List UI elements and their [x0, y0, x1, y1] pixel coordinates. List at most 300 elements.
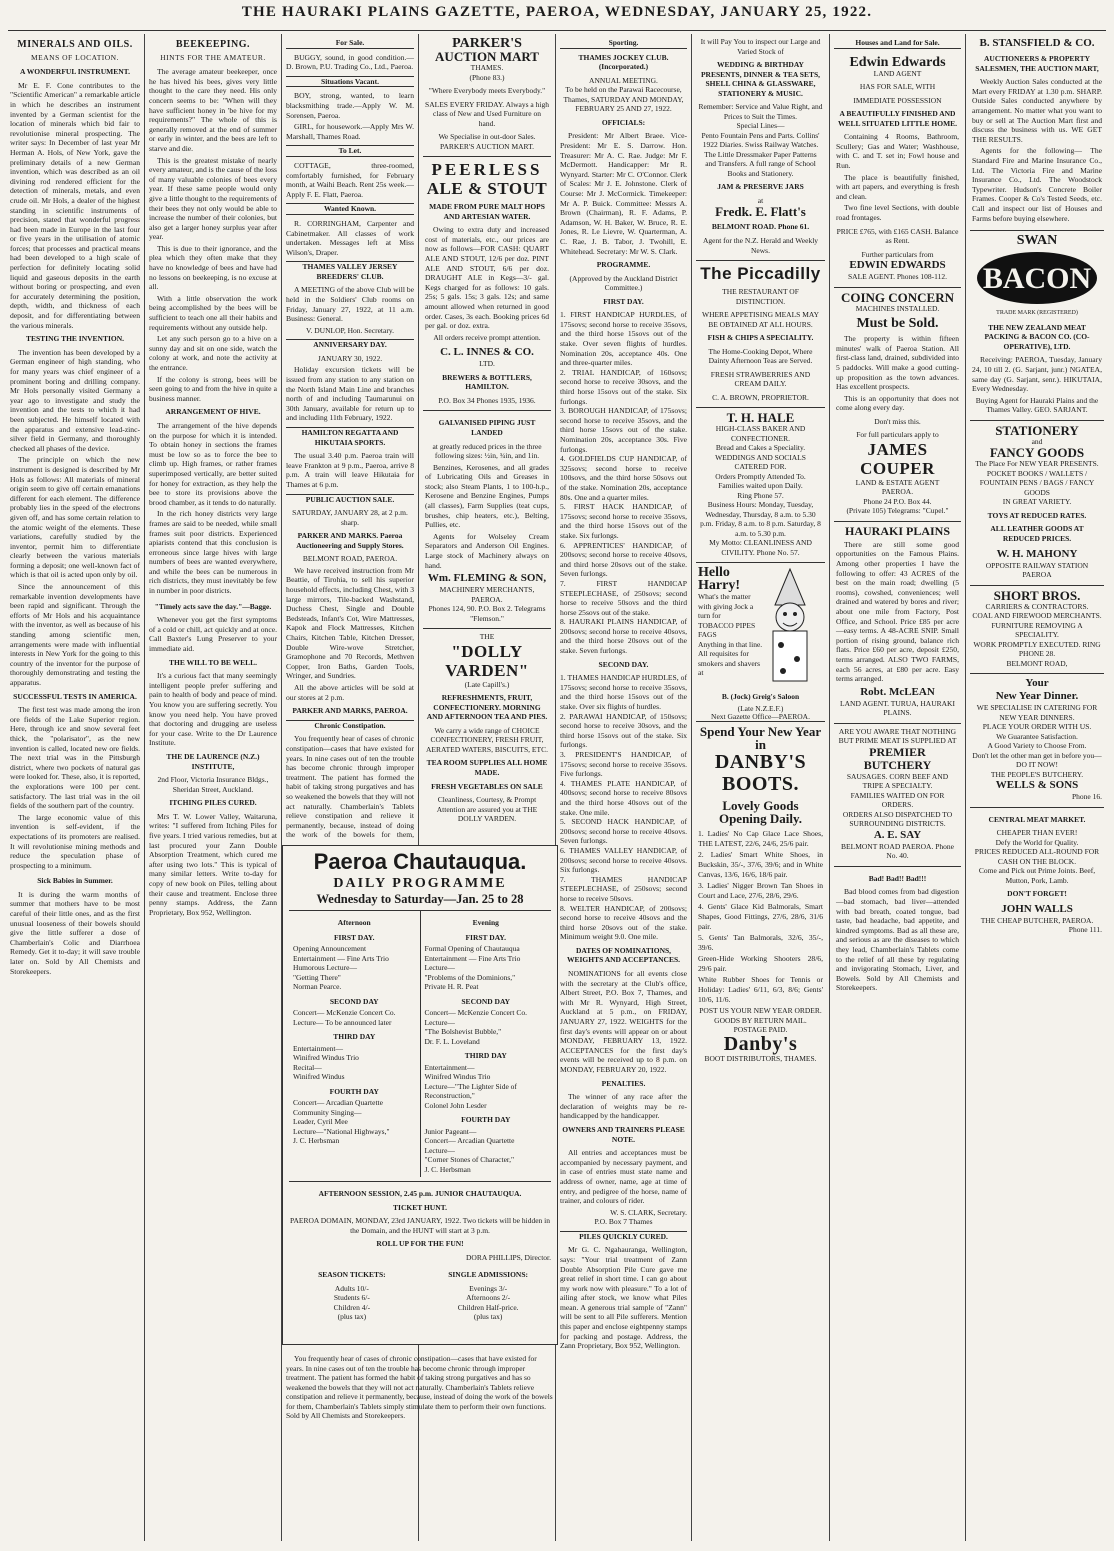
- ad-title: Spend Your New Year in: [699, 724, 822, 753]
- notice-date: SATURDAY, JANUARY 28, at 2 p.m. sharp.: [292, 508, 408, 527]
- ad-text: BOOT DISTRIBUTORS, THAMES.: [704, 1053, 817, 1063]
- ad-title: Your: [1025, 677, 1049, 690]
- ad-text: at greatly reduced prices in the three following sizes: ½in, ¾in, and 1in.: [432, 441, 542, 461]
- programme-day: SECOND DAY: [461, 996, 511, 1006]
- ad-title: Robt. McLEAN: [860, 685, 935, 698]
- programme-line: Winifred Windus: [293, 1072, 345, 1081]
- ad-text: WE SPECIALISE IN CATERING FOR NEW YEAR DINNERS.: [976, 703, 1098, 722]
- ad-text: and: [1031, 436, 1043, 446]
- classified-ad: BOY, strong, wanted, to learn blacksmithing trade.—Apply W. M. Sorensen, Paeroa.: [286, 91, 414, 120]
- ad-title: GALVANISED PIPING JUST LANDED: [438, 418, 536, 437]
- programme-line: "Problems of the Dominions,": [424, 972, 516, 982]
- ad-title: FANCY GOODS: [989, 445, 1085, 461]
- ad-text: Orders Promptly Attended To.: [715, 471, 806, 481]
- ad-dolly-varden: [423, 629, 551, 827]
- programme-line: Lecture—: [424, 1145, 455, 1155]
- ad-text: The Home-Cooking Depot, Where Dainty Afternoon Teas are Served.: [708, 346, 813, 366]
- ad-text: FAMILIES WAITED ON FOR ORDERS.: [850, 790, 945, 810]
- paragraph: The arrangement of the hive depends on the purpose for which it is intended. To obtain honey in sections the frames must be low so as to force the bee to climb up. High frames, or rather frames superimposed vertically, are better suited for honey for extraction, as they help the bee to store its provisions above the brood chamber, as it tends to do naturally.: [149, 420, 277, 507]
- programme-sub: (Approved by the Auckland District Committee.): [569, 273, 678, 293]
- programme-line: Dr. F. L. Loveland: [424, 1036, 480, 1046]
- ad-title: JOHN WALLS: [1001, 902, 1073, 915]
- ad-text: Don't miss this.: [874, 416, 921, 426]
- article-title: BEEKEEPING.: [175, 39, 251, 50]
- ad-title: PREMIER BUTCHERY: [863, 744, 932, 772]
- programme-line: Recital—: [293, 1062, 322, 1072]
- article-section: TESTING THE INVENTION.: [25, 334, 125, 344]
- price-line: (plus tax): [337, 1312, 367, 1321]
- ad-text: Two fine level Sections, with double road frontages.: [836, 203, 959, 223]
- ad-text: WEDDING & BIRTHDAY PRESENTS, DINNER & TEA SETS, SHELL CHINA & GLASSWARE, STATIONERY & MUSIC.: [700, 60, 821, 98]
- ad-text: JAM & PRESERVE JARS: [717, 182, 804, 192]
- ad-chautauqua: [282, 845, 558, 1345]
- column-shops: [692, 34, 829, 1541]
- ad-text: It will Pay You to inspect our Large and Varied Stock of: [700, 37, 821, 56]
- ad-text: (Late N.Z.E.F.): [737, 703, 784, 713]
- ad-swan-bacon: [970, 231, 1104, 421]
- ad-text: BELMONT ROAD. Phone 61.: [711, 222, 810, 232]
- ad-text: TOYS AT REDUCED RATES.: [987, 510, 1087, 520]
- article-section: "Timely acts save the day."—Bagge.: [154, 601, 272, 611]
- ad-text: LAND AGENT: [873, 68, 922, 78]
- ad-peerless: [423, 157, 551, 411]
- masthead: THE HAURAKI PLAINS GAZETTE, PAEROA, WEDNESDAY, JANUARY 25, 1922.: [8, 4, 1106, 31]
- ad-text: THAMES.: [470, 63, 504, 72]
- ad-text: THE CHEAP BUTCHER, PAEROA.: [980, 915, 1094, 925]
- ad-text: POCKET BOOKS / WALLETS / FOUNTAIN PENS / BAGS / FANCY GOODS: [979, 468, 1095, 497]
- ad-text: LAND & ESTATE AGENT: [855, 477, 940, 487]
- programme-line: "Corner Stones of Character,": [424, 1155, 515, 1164]
- ad-title: JAMES: [867, 439, 928, 459]
- ad-text: DON'T FORGET!: [1007, 889, 1067, 899]
- ad-title: Must be Sold.: [856, 316, 939, 332]
- roll-up: ROLL UP FOR THE FUN!: [376, 1239, 464, 1248]
- ad-text: TEA ROOM SUPPLIES ALL HOME MADE.: [426, 758, 548, 777]
- ticket-hunt-text: PAEROA DOMAIN, MONDAY, 23rd JANUARY, 1922. Two tickets will be hidden in the Domain, and the HUNT will start at 3 p.m.: [290, 1216, 550, 1235]
- ad-text: The Place For NEW YEAR PRESENTS.: [975, 459, 1099, 469]
- ad-dates: Wednesday to Saturday—Jan. 25 to 28: [316, 892, 524, 906]
- ad-title: A. E. SAY: [873, 828, 922, 841]
- ad-text: The property is within fifteen minutes' walk of Paeroa Station. All first-class land, drained, subdivided into 5 paddocks. Will make a good cutting-up proposition as the town advances. Has excellent prospects.: [836, 334, 959, 392]
- bacon-logo-text: BACON: [982, 262, 1092, 296]
- auctioneer: PARKER AND MARKS. Paeroa Auctioneering and Supply Stores.: [296, 531, 404, 550]
- notice: Holiday excursion tickets will be issued from any station to any station on the North Island Main Line and branches north of and including Taumarunui on 30th January, available for return up to and including 11th February, 1922.: [286, 365, 414, 423]
- ad-mclean: [834, 522, 961, 724]
- paragraph: It's a curious fact that many seemingly intelligent people prefer suffering and pain to health of body and peace of mind. You know you are suffering secretly. You know you need help. You have proved that doctoring and drugging are useless for your case. Write to the Dr Laurence Institute.: [149, 671, 277, 748]
- ad-subtitle: AUCTION MART: [435, 49, 539, 64]
- paragraph: The first test was made among the iron ore fields of the Lake Superior region. Here, through ice and snow several feet thick, the "polarisator", as the new invention is called, located new ore fields. The next trial was in the Pittsburgh district, where two pockets of natural gas were looked for. These, also, it is reported, the explorations were 100 per cent. satisfactory. The last trial was in the oil fields of the southern part of the country.: [10, 705, 140, 811]
- article-subtitle: HINTS FOR THE AMATEUR.: [160, 52, 266, 62]
- paragraph: Mr E. F. Cone contributes to the "Scientific American" a remarkable article in which he describes an instrument invented by a German scientist for the location of minerals which bid fair to revolutionise mineral prospecting. The writer says: In December of last year Mr Herman A. Hols, of New York, gave the preliminary details of a new German invention, which was described as an oil divining rod rendered efficient for the detection of minerals, metals, and even crude oil. Mr Hols, a dealer of the highest standing in scientific instruments of precision, stated that wonderful progress had been made in Europe in the last four or five years in the utilisation of atomic forces; that processes and practical means had been developed to a high scale of perfection for definitely locating solid liquid and gaseous deposits in the earth without boring or prospecting, and even for accurately determining the position, depth, width, and thickness of each deposit, and for differentiating between the various minerals.: [10, 80, 140, 330]
- paragraph: You frequently hear of cases of chronic constipation—cases that have existed for years. In nine cases out of ten the trouble has become chronic through improper treatment. The patient has formed the habit of taking strong purgatives and has so weakened the bowels that they will not act naturally. Chamberlain's Tablets relieve constipation and relieve it permanently, because, instead of doing the work of the bowels for them, Chamberlain's Tablets simply stimulate them to perform their own functions. Sold by All Chemists and Storekeepers.: [286, 1354, 553, 1420]
- ad-text: Phone 24 P.O. Box 44.: [863, 496, 932, 506]
- ad-text: SAUSAGES. CORN BEEF AND TRIPE A SPECIALTY.: [846, 771, 949, 791]
- ad-text: CHEAPER THAN EVER!: [996, 828, 1078, 838]
- ad-text: Owing to extra duty and increased cost of materials, etc., our prices are now as follows—FOR CASH: QUART ALE AND STOUT, 12/6 per doz. PINT ALE AND STOUT, 6/6 per doz. DRAUGHT ALE in Kegs—3/- gal. Kegs charged for as follows: 10 gals. 25s; 5 gals. 15s; 3 gals. 12s; and same amount allowed when returned in good order. Cases, 3s each. Booking prices 6d per gal. or doz. extra.: [425, 225, 549, 331]
- ad-piccadilly: [696, 261, 825, 408]
- programme-line: Lecture—: [424, 963, 455, 972]
- ad-text: (Phone 83.): [469, 72, 505, 82]
- ad-tablets: [834, 867, 961, 998]
- ad-text: A Good Variety to Choose From.: [987, 741, 1087, 751]
- ad-text: LAND AGENT. TURUA, HAURAKI PLAINS.: [840, 698, 955, 718]
- section-head: Wanted Known.: [286, 203, 414, 215]
- ad-title: COING CONCERN: [840, 289, 955, 305]
- ad-title: New Year Dinner.: [995, 690, 1079, 703]
- ad-text: Phone 111.: [1068, 925, 1102, 935]
- ad-title: STATIONERY: [995, 422, 1079, 438]
- programme-day: FOURTH DAY: [461, 1115, 511, 1124]
- paragraph: The winner of any race after the declaration of weights may be re-handicapped by the handicapper.: [560, 1092, 687, 1121]
- ad-text: LTD.: [479, 359, 495, 369]
- price-line: Students 6/-: [333, 1293, 370, 1302]
- programme-line: Entertainment — Fine Arts Trio: [424, 953, 521, 963]
- section-head: PILES QUICKLY CURED.: [560, 1231, 687, 1242]
- ad-text: at: [757, 195, 764, 205]
- ad-text: Agents for Wolseley Cream Separators and Anderson Oil Engines. Large stock of Machinery always on hand.: [425, 531, 549, 570]
- notice: A MEETING of the above Club will be held in the Soldiers' Club rooms on Friday, January 27, 1922, at 11 a.m. Business: General.: [286, 285, 415, 324]
- paragraph: It is during the warm months of summer that mothers have to be most careful of their little ones, and as the first unusual looseness of their bowels should give the little sufferer a dose of Chamberlain's Colic and Diarrhoea Remedy. Get it to-day; it will save trouble later on. Sold by All Chemists and Storekeepers.: [10, 889, 140, 976]
- paragraph: Mrs T. W. Lower Valley, Waitaruna, writes: "I suffered from Itching Piles for five years. I tried various remedies, but at last procured your Zann Double Absorption Treatment, which cured me after using two lots." This is typical of many similar letters. Write to-day for copy of new book on Piles, telling about their cause and treatment. Enclose three penny stamps. Address, the Zann Proprietary, Box 952, Wellington.: [149, 811, 277, 917]
- paragraph: The average amateur beekeeper, once he has hived his bees, gives very little thought to the care they need. His only concern seems to be: "When will they have sufficient honey in 'be hive for my requirements?" The whole of this is generally removed at the end of summer or early in winter, and the bees are left to starve and die.: [149, 67, 277, 153]
- ad-edwards: [834, 53, 961, 288]
- ad-text: WHERE APPETISING MEALS MAY BE OBTAINED AT ALL HOURS.: [701, 310, 820, 329]
- ad-text: (Late Capill's.): [464, 679, 510, 689]
- address: BELMONT ROAD, PAEROA.: [302, 554, 398, 564]
- ad-title: COUPER: [860, 458, 935, 478]
- column-beekeeping: [145, 34, 281, 1541]
- ad-text: Come and Pick out Prime Joints. Beef, Mutton, Pork, Lamb.: [978, 866, 1096, 885]
- meeting: ANNUAL MEETING.: [589, 75, 658, 85]
- ad-text: This is an opportunity that does not come along every day.: [836, 393, 959, 413]
- ad-stansfield: [970, 34, 1104, 231]
- ad-short-bros: [970, 586, 1104, 675]
- ad-text: CENTRAL MEAT MARKET.: [988, 814, 1086, 824]
- paragraph: If the colony is strong, bees will be seen going to and from the hive in quite a business manner.: [149, 374, 277, 403]
- column-classifieds: [282, 34, 418, 841]
- section-head: HAMILTON REGATTA AND HIKUTAIA SPORTS.: [286, 427, 414, 447]
- ad-wells: [970, 674, 1104, 808]
- ad-text: FISH & CHIPS A SPECIALITY.: [707, 333, 814, 343]
- ad-text: My Motto: CLEANLINESS AND CIVILITY. Phone No. 57.: [709, 538, 812, 557]
- ad-mahony: [970, 421, 1104, 586]
- season-head: SEASON TICKETS:: [318, 1270, 386, 1279]
- ad-title: SWAN: [1016, 233, 1058, 249]
- price-line: (plus tax): [473, 1312, 503, 1321]
- notice-date: JANUARY 30, 1922.: [317, 353, 383, 363]
- paragraph: All entries and acceptances must be accompanied by necessary payment, and in case of entries must state name and address of owner, name, age at time of entry, and pedigree of the horse, name of trainer, and colours of rider.: [560, 1148, 687, 1206]
- ad-text: Cleanliness, Courtesy, & Prompt Attention are assured you at THE DOLLY VARDEN.: [436, 795, 538, 824]
- programme-line: Private H. R. Peat: [424, 982, 479, 991]
- below-chautauqua: [282, 1350, 558, 1540]
- article-subtitle: MEANS OF LOCATION.: [31, 52, 119, 62]
- ad-text: Phone 16.: [1072, 792, 1102, 802]
- section-head: Houses and Land for Sale.: [834, 38, 961, 49]
- list-item: White Rubber Shoes for Tennis or Holiday: Ladies' 6/11, 6/3, 8/6; Gents' 10/6, 11/6.: [698, 975, 823, 1004]
- ad-subtitle: Lovely Goods Opening Daily.: [718, 798, 803, 827]
- programme-line: Formal Opening of Chautauqua: [424, 944, 520, 953]
- single-head: SINGLE ADMISSIONS:: [448, 1270, 529, 1279]
- ad-text: All orders receive prompt attention.: [433, 332, 541, 342]
- ad-text: THE: [479, 632, 495, 642]
- programme-day: FIRST DAY.: [465, 932, 507, 942]
- list-item: 3. Ladies' Nigger Brown Tan Shoes in Court and Lace, 27/6, 28/6, 29/6.: [698, 881, 823, 900]
- paragraph: In the rich honey districts very large frames are said to be needed, while small frames suit poor districts. Experienced apiarists contend that this conclusion is erroneous since large hives with large numbers of bees are wanted everywhere, and while the bees can be numerous in rich districts, they must inevitably be few in number in poor districts.: [149, 509, 277, 596]
- notice: We have received instruction from Mr Beattie, of Tirohia, to sell his superior household effects, including Chest, with 3 large mirrors, Tile-backed Washstand, Duchess Chest, Single and Double Bedsteads, Infant's Cot, Wire Mattresses, Kapok and Flock Mattresses, Kitchen Chairs, Kitchen Table, Kitchen Dresser, Double Wire-wove Stretcher, Gramophone and 70 Records, Methven Copper, Iron Baths, Garden Tools, Wringer, and Sundries.: [286, 565, 414, 681]
- programme-line: Community Singing—: [293, 1107, 362, 1117]
- ad-text: THE PEOPLE'S BUTCHERY.: [990, 769, 1084, 779]
- ad-premier: [834, 724, 961, 867]
- ad-text: OPPOSITE RAILWAY STATION PAEROA: [985, 560, 1089, 580]
- list-item: Green-Hide Working Shooters 28/6, 29/6 pair.: [698, 954, 823, 973]
- section-head: ANNIVERSARY DAY.: [286, 339, 414, 350]
- ad-parkers: [423, 34, 551, 157]
- list-item: 5. Gents' Tan Balmorals, 32/6, 35/-, 39/6.: [698, 933, 823, 952]
- section-head: PUBLIC AUCTION SALE.: [286, 494, 414, 505]
- officials-head: OFFICIALS:: [601, 117, 646, 127]
- ad-text: IN GREAT VARIETY.: [1002, 497, 1072, 507]
- programme-day: FOURTH DAY: [329, 1086, 379, 1096]
- ad-title: C. L. INNES & CO.: [440, 346, 534, 359]
- column-ads: [419, 34, 555, 841]
- ad-text: BELMONT ROAD PAEROA. Phone No. 40.: [841, 841, 954, 861]
- ad-title: Wm. FLEMING & SON,: [427, 572, 547, 585]
- ad-text: IMMEDIATE POSSESSION: [853, 95, 942, 105]
- afternoon-column: [289, 911, 421, 1177]
- ad-text: PLACE YOUR ORDER WITH US.: [982, 722, 1092, 732]
- clown-illustration-icon: [759, 567, 821, 685]
- ad-title: Paeroa Chautauqua.: [313, 849, 527, 874]
- ad-text: CARRIERS & CONTRACTORS.: [985, 601, 1089, 611]
- article-section: THE WILL TO BE WELL.: [168, 657, 258, 667]
- ad-text: PRICE £765, with £165 CASH. Balance as Rent.: [836, 226, 959, 246]
- classified-ad: BUGGY, sound, in good condition.—D. Brown, P.U. Trading Co., Ltd., Paeroa.: [286, 52, 414, 72]
- dates-head: DATES OF NOMINATIONS, WEIGHTS AND ACCEPTANCES.: [566, 945, 680, 965]
- article-title: MINERALS AND OILS.: [17, 39, 133, 50]
- ad-text: SALES EVERY FRIDAY. Always a high class of New and Used Furniture on hand.: [425, 99, 549, 128]
- notice: All the above articles will be sold at our stores at 2 p.m.: [286, 682, 414, 702]
- ad-danby: [696, 722, 825, 1066]
- programme-line: Concert— Arcadian Quartette: [293, 1098, 383, 1107]
- ad-text: A BEAUTIFULLY FINISHED AND WELL SITUATED LITTLE HOME.: [837, 109, 958, 128]
- price-line: Evenings 3/-: [469, 1283, 508, 1293]
- programme-day: THIRD DAY: [464, 1051, 507, 1060]
- signature: W. S. CLARK, Secretary.: [610, 1207, 687, 1217]
- notice: The usual 3.40 p.m. Paeroa train will leave Frankton at 9 p.m., Paeroa, arrive 8 p.m. A train will leave Hikutaia for Thames at 6 p.m.: [286, 451, 414, 489]
- section-head: Chronic Constipation.: [286, 720, 414, 731]
- ad-text: TOBACCO PIPES FAGS: [698, 620, 756, 640]
- programme-line: Lecture— To be announced later: [293, 1017, 392, 1027]
- ad-text: FURNITURE REMOVING A SPECIALITY.: [991, 620, 1083, 640]
- ad-greig: [696, 563, 825, 722]
- ad-title: The Piccadilly: [700, 264, 821, 284]
- session: AFTERNOON SESSION, 2.45 p.m. JUNIOR CHAUTAUQUA.: [318, 1189, 522, 1198]
- list-item: 4. Gents' Glace Kid Balmorals, Smart Shapes, Good Fittings, 27/6, 28/6, 31/6 pair.: [698, 902, 823, 931]
- article-section: THE DE LAURENCE (N.Z.) INSTITUTE,: [166, 751, 260, 771]
- race-list: 1. FIRST HANDICAP HURDLES, of 175sovs; second horse to receive 35sovs, and the third horse 15sovs out of the stake. Over seven flights of hurdles. Nomination 20s, acceptance 40s. One and three-quarter miles. 2. TRIAL HANDICAP, of 160sovs; second horse to receive 30sovs, and the third horse 15sovs out of the stake. Six furlongs. 3. BOROUGH HANDICAP, of 175sovs; second horse to receive 35sovs, and the third horse 15sovs out of the stake. Nomination 20s, acceptance 30s. Five furlongs. 4. GOLDFIELDS CUP HANDICAP, of 325sovs; second horse to receive 100sovs, and the third horse 50sovs out of the stake. Nomination 20s, acceptance 80s. One and a quarter miles. 5. FIRST HACK HANDICAP, of 175sovs; second horse to receive 35sovs, and the third horse 15sovs out of the stake. Six furlongs. 6. APPRENTICES' HANDICAP, of 200sovs; second horse to receive 40sovs, and third horse 20sovs out of the stake. Seven furlongs. 7. FIRST HANDICAP STEEPLECHASE, of 250sovs; second horse to receive 50sovs and the third horse 25sovs out of the stake. 8. HAURAKI PLAINS HANDICAP, of 200sovs; second horse to receive 40sovs, and the third horse 20sovs out of the stake. Seven furlongs.: [560, 310, 687, 656]
- director: DORA PHILLIPS, Director.: [466, 1252, 551, 1262]
- ad-text: We Guarantee Satisfaction.: [996, 731, 1078, 741]
- ad-text: Families waited upon Daily.: [718, 481, 803, 491]
- programme-day: THIRD DAY: [333, 1032, 376, 1041]
- ad-text: We carry a wide range of CHOICE CONFECTIONERY, FRESH FRUIT, AERATED WATERS, BISCUITS, ETC.: [426, 725, 548, 754]
- paragraph: NOMINATIONS for all events close with the secretary at the Club's office, Albert Street, P.O. Box 7, Thames, and with Mr R. Wynyard, High Street, Auckland at 5 p.m., on FRIDAY, JANUARY 27, 1922. WEIGHTS for the first day's events will appear on or about MONDAY, FEBRUARY 13, 1922. ACCEPTANCES for the first day's events will be received up to 8 p.m. on MONDAY, FEBRUARY 20, 1922.: [560, 969, 687, 1074]
- price-line: Afternoons 2/-: [466, 1293, 511, 1302]
- ticket-hunt: TICKET HUNT.: [393, 1202, 447, 1212]
- ad-text: Phones 124, 90. P.O. Box 2. Telegrams "Flemson.": [428, 604, 546, 623]
- ad-title: Danby's: [723, 1032, 798, 1055]
- paragraph: You frequently hear of cases of chronic constipation—cases that have existed for years. In nine cases out of ten the trouble has become chronic through improper treatment. The patient has formed the habit of taking strong purgatives and has so weakened the bowels that they will not act naturally. Chamberlain's Tablets relieve constipation and relieve it permanently, because, instead of doing the work of the bowels for them,: [286, 734, 414, 840]
- ad-text: Anything in that line. All requisites for smokers and shavers at: [698, 639, 763, 678]
- ad-text: WORK PROMPTLY EXECUTED. RING PHONE 28.: [973, 639, 1101, 659]
- ad-text: GOODS BY RETURN MAIL. POSTAGE PAID.: [714, 1015, 807, 1035]
- programme-line: J. C. Herbsman: [293, 1136, 340, 1145]
- paragraph: The principle on which the new instrument is designed is described by Mr Hols as follows: All materials of mineral origin seem to give off certain emanations different for each element. The difference probably lies in the speed of the electrons given off, and has some certain relation to the atomic weight of the elements. These variations, carefully studied by the inventor, permit him to differentiate clearly between the various materials forming a deposit; one well-known fact of which is that oil is acted upon only by oil.: [10, 455, 140, 580]
- ad-title: DANBY'S BOOTS.: [714, 751, 807, 796]
- ad-text: Ring Phone 57.: [737, 490, 784, 500]
- ad-text: PAEROA.: [881, 487, 914, 497]
- ad-text: FRESH VEGETABLES ON SALE: [431, 781, 543, 791]
- programme-line: Entertainment—: [424, 1062, 475, 1072]
- ad-text: HAS FOR SALE, WITH: [859, 82, 936, 92]
- ad-title: PEERLESS: [431, 160, 543, 179]
- ad-text: BREWERS & BOTTLERS, HAMILTON.: [442, 372, 532, 392]
- bacon-logo-icon: [974, 250, 1100, 306]
- ad-title: Fredk. E. Flatt's: [715, 204, 806, 220]
- programme-line: Concert— McKenzie Concert Co.: [293, 1008, 396, 1017]
- ad-title: Hello Harry!: [698, 565, 740, 594]
- ad-text: MACHINES INSTALLED.: [855, 303, 940, 313]
- paragraph: This is the greatest mistake of nearly every amateur, and is the cause of the loss of many valuable colonies of bees every year. If these same people would only give a little thought to the requirements of their bees they not only would be able to increase the number of their colonies, but also get a larger honey surplus year after year.: [149, 155, 278, 242]
- section-head: To Let.: [286, 145, 414, 157]
- ad-walls: [970, 808, 1104, 938]
- ad-text: AUCTIONEERS & PROPERTY SALESMEN, THE AUCTION MART,: [975, 54, 1099, 73]
- ad-text: Don't let the other man get in before you—DO IT NOW!: [972, 750, 1102, 770]
- ad-flatt: [696, 34, 825, 261]
- article-section: ARRANGEMENT OF HIVE.: [165, 407, 261, 417]
- programme-line: Colonel John Lesder: [424, 1100, 487, 1110]
- ad-title: HAURAKI PLAINS: [844, 523, 950, 538]
- ad-text: Weekly Auction Sales conducted at the Mart every FRIDAY at 1.30 p.m. SHARP. Outside Sales conducted anywhere by arrangement. No matter what you want to buy or sell at The Auction Mart first and discuss the business with us. WE GET THE RESULTS.: [972, 77, 1102, 144]
- ad-hale: [696, 408, 825, 563]
- price-line: Children 4/-: [333, 1302, 371, 1312]
- ad-text: Bread and Cakes a Speciality.: [715, 443, 806, 453]
- programme-line: J. C. Herbsman: [424, 1164, 471, 1174]
- ad-text: MACHINERY MERCHANTS, PAEROA.: [439, 585, 535, 604]
- programme-line: Humorous Lecture—: [293, 963, 357, 972]
- signature: V. DUNLOP, Hon. Secretary.: [306, 325, 394, 335]
- programme-day: FIRST DAY.: [333, 932, 375, 942]
- price-line: Adults 10/-: [334, 1283, 369, 1293]
- classified-ad: R. CORRINGHAM, Carpenter and Cabinetmaker. All classes of work undertaken. Messages left at Miss Wilson's, Draper.: [286, 218, 414, 257]
- programme-line: Junior Pageant—: [424, 1126, 477, 1136]
- article-section: A WONDERFUL INSTRUMENT.: [20, 67, 130, 77]
- signature: PARKER AND MARKS, PAEROA.: [292, 706, 408, 716]
- ad-text: Defy the World for Quality.: [995, 837, 1079, 847]
- ad-text: Agent for the N.Z. Herald and Weekly News.: [702, 236, 819, 255]
- ad-text: (Private 105) Telegrams: "Cupel.": [846, 506, 949, 516]
- ad-text: Business Hours: Monday, Tuesday, Wednesday, Thursday, 8 a.m. to 5.30 p.m. Friday, 8 a.m. to 8 p.m. Saturday, 8 a.m. to 5.30 p.m.: [700, 500, 821, 538]
- ad-text: PRICES REDUCED ALL-ROUND FOR CASH ON THE BLOCK.: [974, 847, 1100, 866]
- ad-text: Further particulars from: [861, 249, 934, 259]
- ad-subtitle: DAILY PROGRAMME: [333, 876, 507, 891]
- ad-text: Containing 4 Rooms, Bathroom, Scullery; Gas and Water; Washhouse, with C. and T. set in; Fowl house and Run.: [836, 132, 959, 171]
- column-head: Afternoon: [337, 918, 371, 927]
- paragraph: Since the announcement of this remarkable invention developments have been rapid and significant. Through the efforts of Mr Hols and his acquaintance with the inventor, as well as because of his standing among scientific men, arrangements were made with influential interests in New York for the going to this country of the inventor for the purpose of thoroughly demonstrating and testing the apparatus.: [10, 582, 140, 687]
- ad-fleming: [423, 411, 551, 629]
- race-list: 1. THAMES HANDICAP HURDLES, of 175sovs; second horse to receive 35sovs, and the third horse 15sovs out of the stake. Over six flights of hurdles. 2. PARAWAI HANDICAP, of 150sovs; second horse to receive 30sovs, and the third horse 15sovs out of the stake. Six furlongs. 3. PRESIDENT'S HANDICAP, of 175sovs; second horse to receive 35sovs. Five furlongs. 4. THAMES PLATE HANDICAP, of 400sovs; second horse to receive 80sovs and the third horse 40sovs out of the stake. One mile. 5. SECOND HACK HANDICAP, of 200sovs; second horse to receive 40sovs. Seven furlongs. 6. THAMES VALLEY HANDICAP, of 200sovs; second horse to receive 40sovs. Six furlongs. 7. THAMES HANDICAP STEEPLECHASE, of 250sovs; second horse to receive 50sovs. 8. WELTER HANDICAP, of 200sovs; second horse to receive 40sovs and the third horse 20sovs out of the stake. Minimum weight 9.0. One mile.: [560, 673, 687, 942]
- programme-line: Leader, Cyril Mee: [293, 1117, 348, 1126]
- programme-line: Winifred Windus Trio: [293, 1053, 359, 1062]
- section-head: Sporting.: [560, 38, 687, 49]
- paragraph: With a little observation the work being accomplished by the bees will be sufficient to teach one all their habits and requirements without any outside help.: [149, 293, 277, 332]
- classified-ad: COTTAGE, three-roomed, comfortably furnished, for February month, at Waihi Beach. Rent 25s week.—Apply F. E. Flatt, Paeroa.: [286, 160, 414, 199]
- programme-line: "The Bolshevist Bubble,": [424, 1027, 502, 1036]
- ad-title: Bad! Bad!! Bad!!!: [868, 873, 927, 883]
- programme-line: Concert— McKenzie Concert Co.: [424, 1008, 527, 1017]
- column-minerals: [6, 34, 144, 1541]
- ad-text: Bad blood comes from bad digestion—bad stomach, bad liver—attended with bad breath, coated tongue, bad taste, bad headache, bad appetite, and kindred symptoms. Bad as all these are, and serious as are the diseases to which they lead, Chamberlain's Tablets come to the relief of all these by regulating and invigorating Stomach, Liver, and Bowels. Sold by All Chemists and Storekeepers.: [836, 887, 959, 993]
- ad-title: Edwin Edwards: [849, 54, 946, 70]
- column-stansfield: [966, 34, 1108, 1541]
- list-item: 2. Ladies' Smart White Shoes, in Buckskin, 35/-, 37/6, 39/6; and in White Canvas, 13/6, 16/6, 18/6 pair.: [698, 850, 823, 879]
- ad-text: C. A. BROWN, PROPRIETOR.: [712, 392, 809, 402]
- ad-text: Agents for the following— The Standard Fire and Marine Insurance Co., Ltd. The Victoria Fire and Marine Insurance Co., Ltd. The Woodstock Typewriter. Hudson's Concrete Boiler Frames. Cooper & Co's Tested Seeds, etc. Call and inspect our list of Houses and Farms before buying elsewhere.: [972, 146, 1102, 223]
- ad-text: "Where Everybody meets Everybody.": [428, 86, 546, 95]
- programme-line: Winifred Windus Trio: [424, 1072, 491, 1081]
- evening-column: [421, 911, 552, 1177]
- section-head: THAMES VALLEY JERSEY BREEDERS' CLUB.: [286, 261, 414, 281]
- ad-text: WEDDINGS AND SOCIALS CATERED FOR.: [715, 452, 806, 472]
- article-section: SUCCESSFUL TESTS IN AMERICA.: [13, 691, 137, 701]
- programme-line: Lecture—: [424, 1017, 455, 1027]
- article-section: ITCHING PILES CURED.: [169, 798, 257, 808]
- classified-ad: GIRL, for housework.—Apply Mrs W. Marshall, Thames Road.: [286, 122, 414, 141]
- ad-text: BELMONT ROAD,: [1006, 658, 1068, 668]
- ad-text: REFRESHMENTS, FRUIT, CONFECTIONERY. MORNING AND AFTERNOON TEA AND PIES.: [426, 693, 548, 722]
- ad-title: EDWIN EDWARDS: [849, 259, 946, 272]
- owners-head: OWNERS AND TRAINERS PLEASE NOTE.: [562, 1124, 685, 1144]
- ad-text: Benzines, Kerosenes, and all grades of Lubricating Oils and Greases in stock; also Steam Plants, 1 to 100-h.p., Kerosene and Benzine Engines, Pumps (all classes), Farm Supplies (teat cups, brushes, chip heaters, etc.), Belting, Pullies, etc.: [425, 462, 549, 530]
- day-head: SECOND DAY.: [598, 659, 649, 669]
- section-head: Situations Vacant.: [286, 76, 414, 88]
- programme-line: Norman Pearce.: [293, 982, 342, 991]
- section-head: For Sale.: [286, 38, 414, 49]
- programme-grid: [289, 910, 551, 1177]
- ad-title: ALE & STOUT: [426, 179, 548, 198]
- programme-head: PROGRAMME.: [596, 260, 651, 270]
- ad-text: Remember: Service and Value Right, and Prices to Suit the Times.: [698, 102, 823, 121]
- programme-line: Entertainment—: [293, 1043, 343, 1053]
- ad-text: SALE AGENT. Phones 108-112.: [848, 272, 947, 282]
- column-land: [830, 34, 965, 1541]
- paragraph: Whenever you get the first symptoms of a cold or chill, act quickly and at once. Call Baxter's Lung Preserver to your immediate aid.: [149, 615, 277, 654]
- programme-line: Reconstruction,": [424, 1091, 475, 1100]
- column-head: Evening: [472, 918, 499, 927]
- column-sporting: [556, 34, 691, 1541]
- address: 2nd Floor, Victoria Insurance Bldgs., Sheridan Street, Auckland.: [157, 775, 269, 794]
- ad-text: FRESH STRAWBERRIES AND CREAM DAILY.: [710, 369, 811, 389]
- ad-text: P.O. Box 34 Phones 1935, 1936.: [438, 395, 536, 405]
- ad-text: The place is beautifully finished, with art papers, and everything is fresh and clean.: [836, 172, 959, 201]
- ad-title: SHORT BROS.: [993, 587, 1081, 603]
- ad-text: We Specialise in out-door Sales.: [438, 132, 536, 141]
- programme-line: Concert— Arcadian Quartette: [424, 1136, 515, 1145]
- ad-text: ORDERS ALSO DISPATCHED TO SURROUNDING DISTRICTS.: [842, 809, 953, 829]
- paragraph: This is due to their ignorance, and the plea which they often make that they have no knowledge of bees and have had no lessons on beekeeping, is no excuse at all.: [149, 243, 277, 292]
- paragraph: Let any such person go to a hive on a sunny day and sit on one side, watch the colony at work, and note the activity at the entrance.: [149, 334, 277, 372]
- club-name: THAMES JOCKEY CLUB. (Incorporated.): [578, 52, 669, 72]
